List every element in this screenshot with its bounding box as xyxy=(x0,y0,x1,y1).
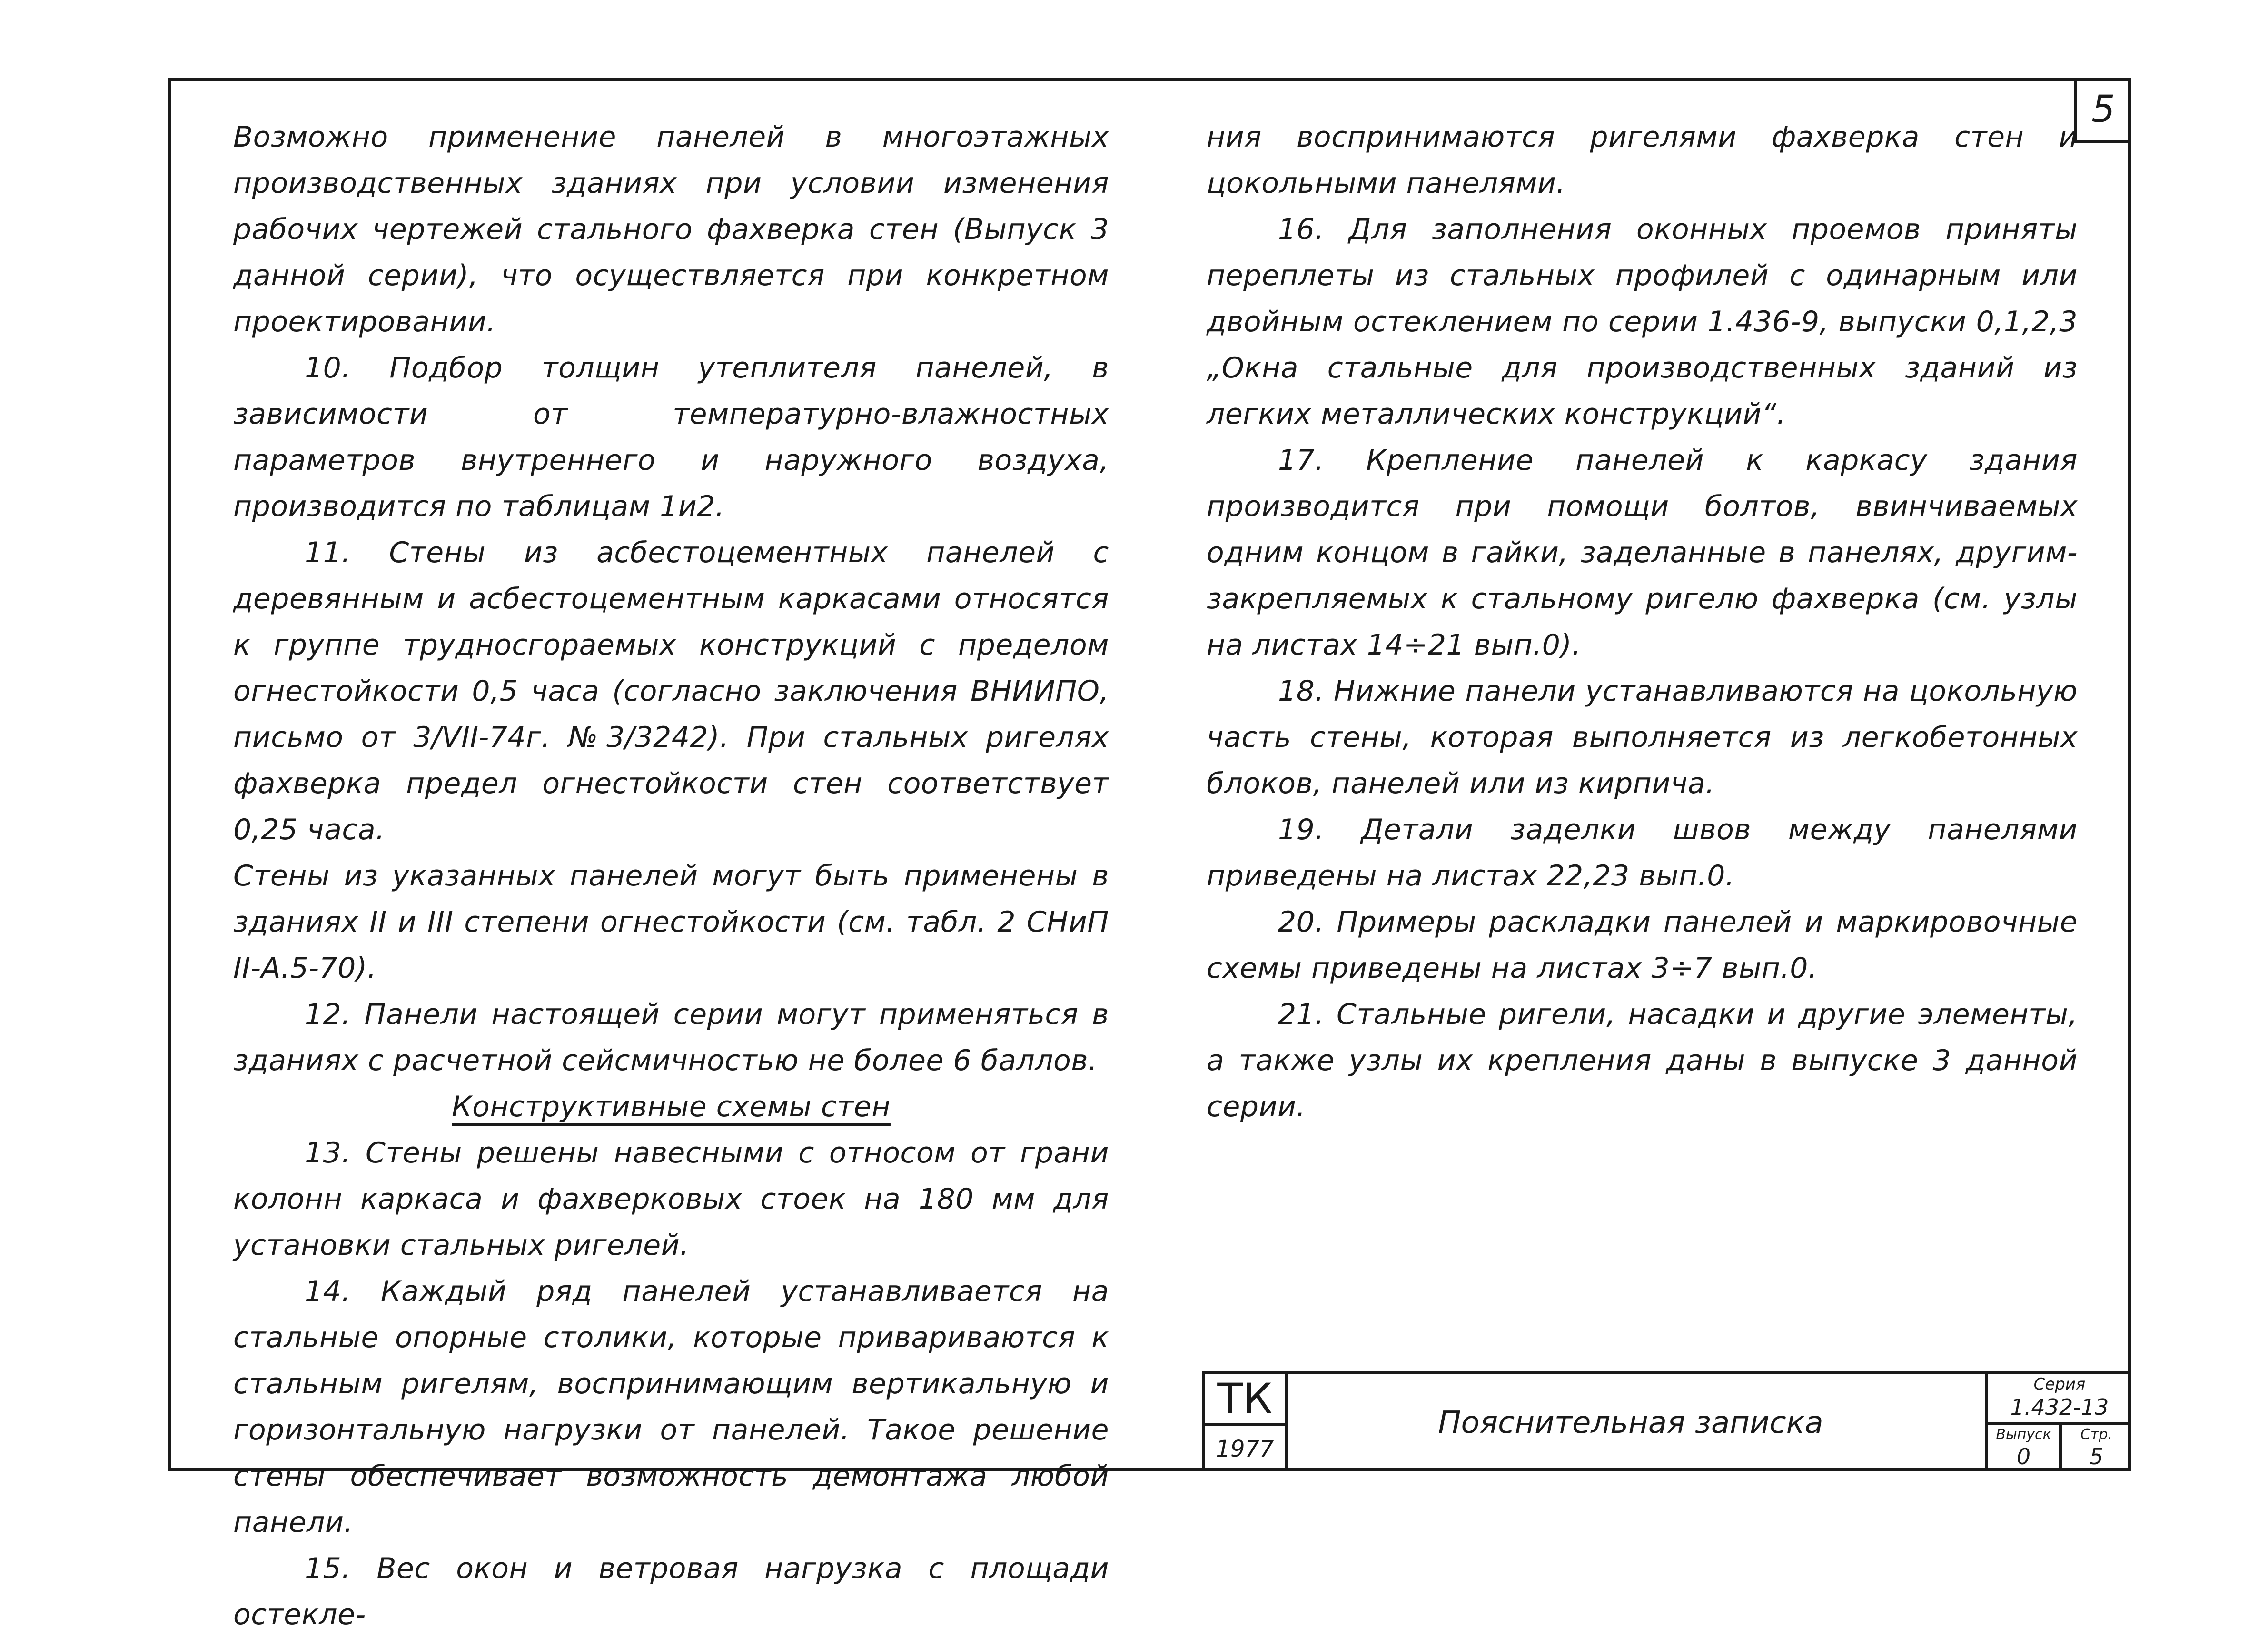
paragraph-p10: 10. Подбор толщин утеплителя панелей, в зависимости от температурно-влажностных параметров внутреннего и наружного воздуха, производится по таблицам 1и2. xyxy=(233,351,1109,523)
title-block xyxy=(1202,1371,2131,1471)
series-info xyxy=(1985,1374,2131,1471)
sheet-label: Стр. xyxy=(2080,1426,2112,1443)
section-heading: Конструктивные схемы стен xyxy=(452,1090,891,1123)
paragraph-p12: 12. Панели настоящей серии могут применяться в зданиях с расчетной сейсмичностью не более 6 баллов. xyxy=(233,998,1109,1077)
paragraph-p21: 21. Стальные ригели, насадки и другие элементы, а также узлы их крепления даны в выпуске 3 данной серии. xyxy=(1207,998,2078,1123)
paragraph-p16: 16. Для заполнения оконных проемов приняты переплеты из стальных профилей с одинарным или двойным остеклением по серии 1.436-9, выпуски 0,1,2,3 „Окна стальные для производственных зданий из легких металлических конструкций“. xyxy=(1207,213,2078,431)
series-value: 1.432-13 xyxy=(2010,1394,2109,1420)
paragraph-p17: 17. Крепление панелей к каркасу здания производится при помощи болтов, ввинчиваемых одним концом в гайки, заделанные в панелях, другим-закрепляемых к стальному ригелю фахверка (см. узлы на листах 14÷21 вып.0). xyxy=(1207,444,2078,662)
paragraph-p13: 13. Стены решены навесными с относом от грани колонн каркаса и фахверковых стоек на 180 мм для установки стальных ригелей. xyxy=(233,1136,1109,1262)
series-label: Серия xyxy=(2033,1375,2086,1394)
left-text-column xyxy=(233,114,1109,1638)
series-cell xyxy=(1988,1374,2131,1425)
sheet-cell xyxy=(2062,1425,2131,1471)
issue-cell xyxy=(1988,1425,2062,1471)
paragraph-p15: 15. Вес окон и ветровая нагрузка с площади остекле- xyxy=(233,1552,1109,1631)
document-title: Пояснительная записка xyxy=(1438,1405,1823,1440)
sheet-value: 5 xyxy=(2089,1444,2104,1469)
page-number: 5 xyxy=(2074,79,2130,143)
paragraph-p18: 18. Нижние панели устанавливаются на цокольную часть стены, которая выполняется из легкобетонных блоков, панелей или из кирпича. xyxy=(1207,675,2078,800)
right-text-column xyxy=(1207,114,2078,1130)
paragraph-p-intro: Возможно применение панелей в многоэтажных производственных зданиях при условии изменения рабочих чертежей стального фахверка стен (Выпуск 3 данной серии), что осуществляется при конкретном проектировании. xyxy=(233,120,1109,338)
paragraph-p20: 20. Примеры раскладки панелей и маркировочные схемы приведены на листах 3÷7 вып.0. xyxy=(1207,905,2078,985)
paragraph-p19: 19. Детали заделки швов между панелями приведены на листах 22,23 вып.0. xyxy=(1207,813,2078,893)
paragraph-p14: 14. Каждый ряд панелей устанавливается на стальные опорные столики, которые привариваются к стальным ригелям, воспринимающим вертикальную и горизонтальную нагрузки от панелей. Такое решение стены обеспечивает возможность демонтажа любой панели. xyxy=(233,1275,1109,1539)
year: 1977 xyxy=(1205,1426,1288,1471)
organization-code: ТК xyxy=(1205,1374,1288,1426)
issue-value: 0 xyxy=(2016,1444,2031,1469)
issue-label: Выпуск xyxy=(1996,1426,2051,1443)
paragraph-p11: 11. Стены из асбестоцементных панелей с деревянным и асбестоцементным каркасами относятся к группе трудносгораемых конструкций с пределом огнестойкости 0,5 часа (согласно заключения ВНИИПО, письмо от 3/VII-74г. №3/3242). При стальных ригелях фахверка предел огнестойкости стен соответствует 0,25 часа. xyxy=(233,536,1109,846)
paragraph-p15-cont: ния воспринимаются ригелями фахверка стен и цокольными панелями. xyxy=(1207,120,2078,200)
paragraph-p11b: Стены из указанных панелей могут быть применены в зданиях II и III степени огнестойкости (см. табл. 2 СНиП II-А.5-70). xyxy=(233,859,1109,985)
